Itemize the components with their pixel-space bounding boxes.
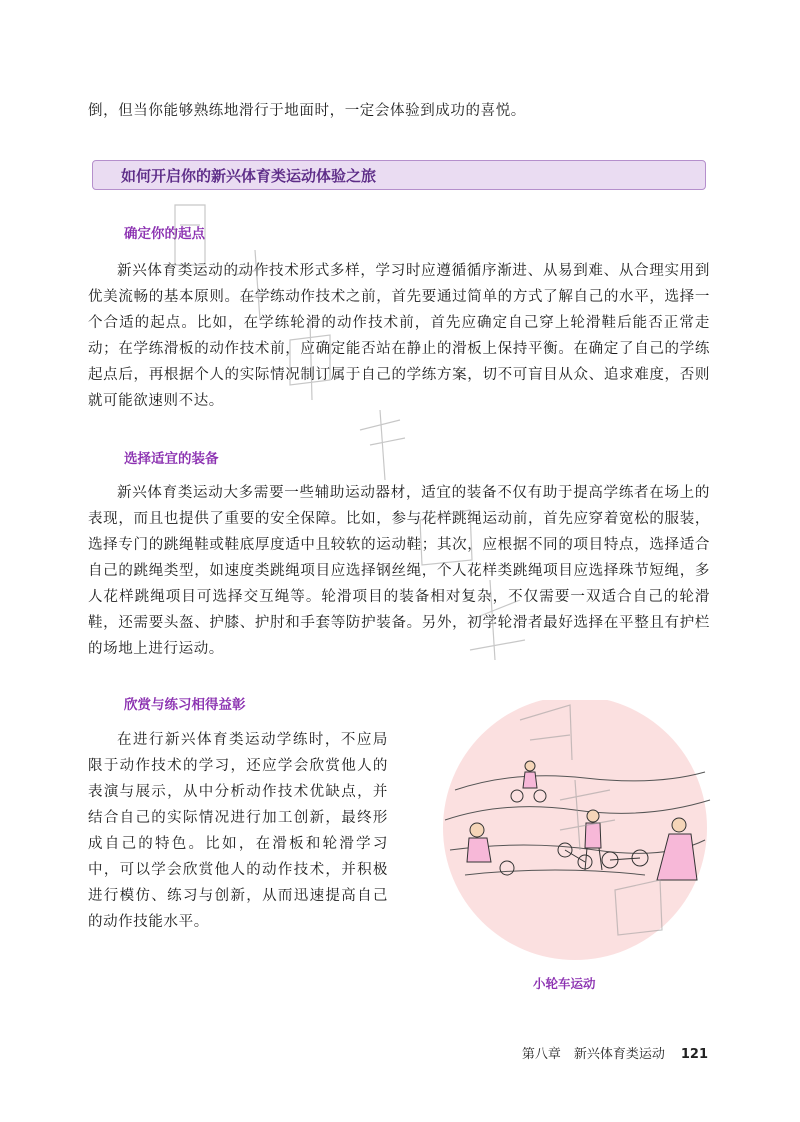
subheading-starting-point: 确定你的起点 bbox=[124, 226, 205, 242]
intro-line: 倒，但当你能够熟练地滑行于地面时，一定会体验到成功的喜悦。 bbox=[88, 103, 526, 119]
page-number: 121 bbox=[680, 1047, 708, 1062]
section-banner bbox=[92, 160, 706, 190]
subheading-appreciation: 欣赏与练习相得益彰 bbox=[124, 697, 246, 713]
page-footer bbox=[522, 1043, 708, 1062]
bmx-illustration bbox=[435, 700, 715, 970]
section-title: 如何开启你的新兴体育类运动体验之旅 bbox=[121, 167, 377, 185]
footer-chapter: 第八章 新兴体育类运动 bbox=[521, 1047, 665, 1062]
figure-caption: 小轮车运动 bbox=[533, 976, 596, 991]
paragraph-starting-point: 新兴体育类运动的动作技术形式多样，学习时应遵循循序渐进、从易到难、从合理实用到优美流畅的基本原则。在学练动作技术之前，首先要通过简单的方式了解自己的水平，选择一个合适的起点。比如，在学练轮滑的动作技术前，首先应确定自己穿上轮滑鞋后能否正常走动；在学练滑板的动作技术前，应确定能否站在静止的滑板上保持平衡。在确定了自己的学练起点后，再根据个人的实际情况制订属于自己的学练方案，切不可盲目从众、追求难度，否则就可能欲速则不达。 bbox=[88, 263, 710, 409]
paragraph-appreciation: 在进行新兴体育类运动学练时，不应局限于动作技术的学习，还应学会欣赏他人的表演与展示，从中分析动作技术优缺点，并结合自己的实际情况进行加工创新，最终形成自己的特色。比如，在滑板和轮滑学习中，可以学会欣赏他人的动作技术，并积极进行模仿、练习与创新，从而迅速提高自己的动作技能水平。 bbox=[88, 732, 388, 930]
subheading-equipment: 选择适宜的装备 bbox=[124, 451, 219, 467]
paragraph-equipment: 新兴体育类运动大多需要一些辅助运动器材，适宜的装备不仅有助于提高学练者在场上的表现，而且也提供了重要的安全保障。比如，参与花样跳绳运动前，首先应穿着宽松的服装，选择专门的跳绳鞋或鞋底厚度适中且较软的运动鞋；其次，应根据不同的项目特点，选择适合自己的跳绳类型，如速度类跳绳项目应选择钢丝绳，个人花样类跳绳项目应选择珠节短绳，多人花样跳绳项目可选择交互绳等。轮滑项目的装备相对复杂，不仅需要一双适合自己的轮滑鞋，还需要头盔、护膝、护肘和手套等防护装备。另外，初学轮滑者最好选择在平整且有护栏的场地上进行运动。 bbox=[88, 485, 710, 657]
